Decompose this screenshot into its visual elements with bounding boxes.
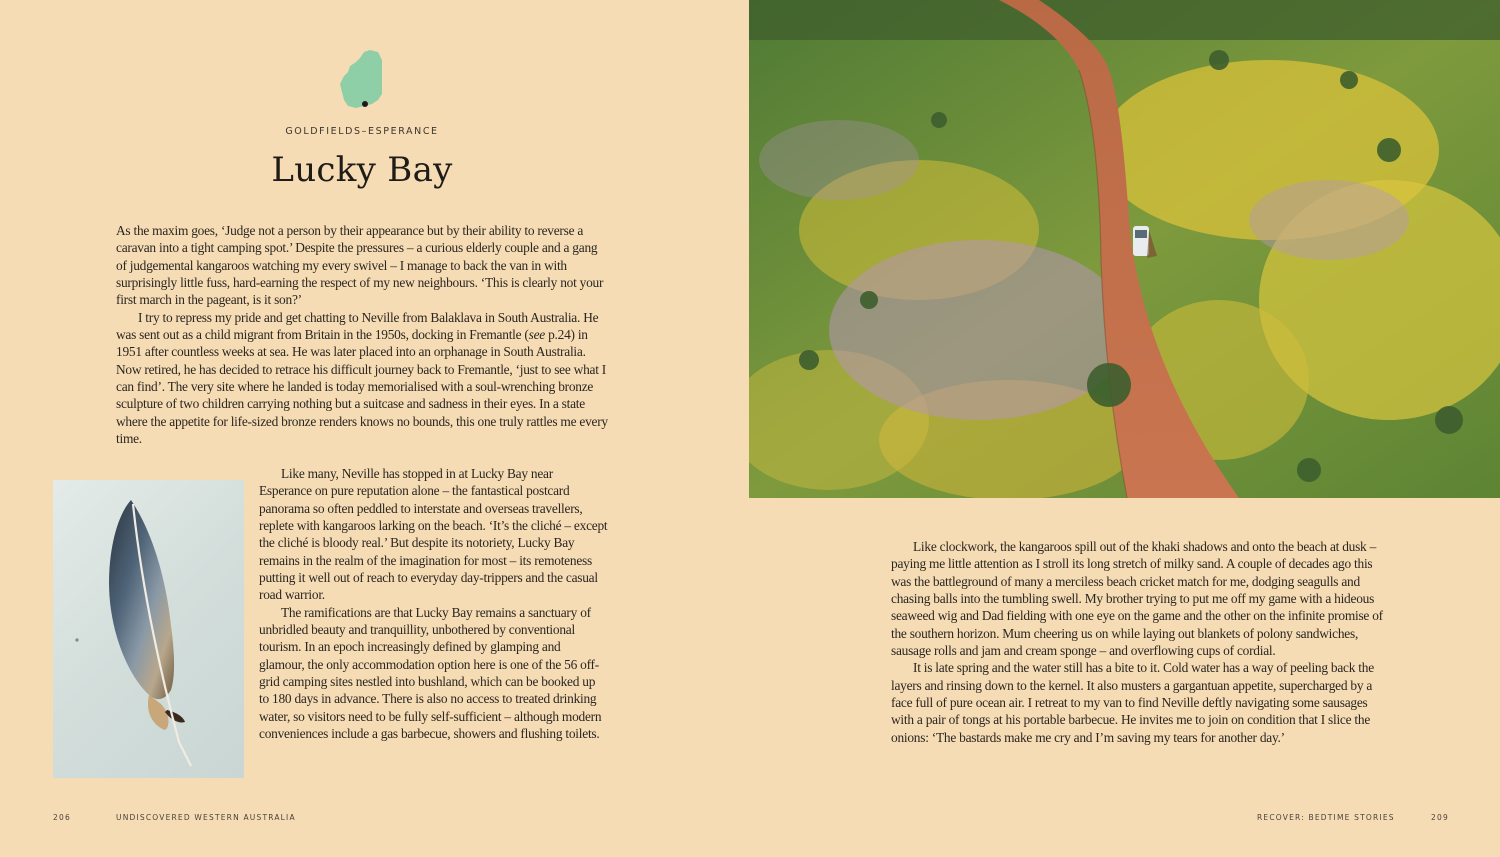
paragraph: [116, 309, 608, 448]
body-column-right: [891, 538, 1385, 746]
feather-photo: [53, 480, 244, 778]
aerial-road-photo: [749, 0, 1500, 498]
region-label: GOLDFIELDS–ESPERANCE: [285, 126, 439, 137]
paragraph: Like clockwork, the kangaroos spill out of the khaki shadows and onto the beach at dusk – paying me little attention as I stroll its long stretch of milky sand. A couple of decades ago this was the battleground of many a merciless beach cricket match for me, dodging seagulls and chasing balls into the tumbling swell. My brother trying to put me off my game with a hideous seaweed wig and Dad fielding with one eye on the game and the other on the infinite promise of the southern horizon. Mum cheering us on while laying out blankets of polony sandwiches, sausage rolls and jam and cream sponge – and overflowing cups of cordial.: [891, 539, 1383, 659]
paragraph: The ramifications are that Lucky Bay remains a sanctuary of unbridled beauty and tranquillity, unbothered by conventional tourism. In an epoch increasingly defined by glamping and glamour, the only accommodation option here is one of the 56 off-grid camping sites nestled into bushland, which can be booked up to 180 days in advance. There is also no access to treated drinking water, so visitors need to be fully self-sufficient – although modern conveniences include a gas barbecue, showers and flushing toilets.: [259, 604, 602, 742]
body-column-left-top: [116, 222, 608, 447]
page-number-left: 206: [53, 813, 71, 822]
paragraph: Like many, Neville has stopped in at Lucky Bay near Esperance on pure reputation alone – the fantastical postcard panorama so often peddled to interstate and overseas travellers, replete with kangaroos larking on the beach. ‘It’s the cliché – except the cliché is bloody real.’ But despite its notoriety, Lucky Bay remains in the realm of the imagination for most – its remoteness putting it well out of reach to everyday day-trippers and the casual road warrior.: [259, 466, 608, 603]
paragraph-text: p.24) in 1951 after countless weeks at sea. He was later placed into an orphanage in South Australia. Now retired, he has decided to retrace his difficult journey back to Fremantle, ‘just to see what I can find’. The very site where he landed is today memorialised with a soul-wrenching bronze sculpture of two children carrying nothing but a suitcase and sadness in their eyes. In a state where the appetite for life-sized bronze renders knows no bounds, this one truly rattles me every time.: [116, 327, 608, 447]
paragraph: It is late spring and the water still has a bite to it. Cold water has a way of peeling back the layers and rinsing down to the kernel. It also musters a gargantuan appetite, supercharged by a face full of pure ocean air. I retreat to my van to find Neville deftly navigating some sausages with a pair of tongs at his portable barbecue. He invites me to join on condition that I slice the onions: ‘The bastards make me cry and I’m saving my tears for another day.’: [891, 660, 1374, 745]
running-head-right: RECOVER: BEDTIME STORIES: [1257, 813, 1395, 822]
left-page: [0, 0, 749, 857]
page-title: Lucky Bay: [271, 150, 453, 190]
page-number-right: 209: [1431, 813, 1449, 822]
paragraph-text: I try to repress my pride and get chatting to Neville from Balaklava in South Australia. He was sent out as a child migrant from Britain in the 1950s, docking in Fremantle (: [116, 309, 599, 343]
running-head-left: UNDISCOVERED WESTERN AUSTRALIA: [116, 813, 296, 822]
paragraph: As the maxim goes, ‘Judge not a person by their appearance but by their ability to reverse a caravan into a tight camping spot.’ Despite the pressures – a curious elderly couple and a gang of judgemental kangaroos watching my every swivel – I manage to back the van in with surprisingly little fuss, hard-earning the respect of my new neighbours. ‘This is clearly not your first march in the pageant, is it son?’: [116, 223, 604, 308]
western-australia-map-icon: [338, 50, 386, 114]
body-column-left-bottom: [259, 465, 608, 743]
see-reference: see: [528, 327, 545, 343]
